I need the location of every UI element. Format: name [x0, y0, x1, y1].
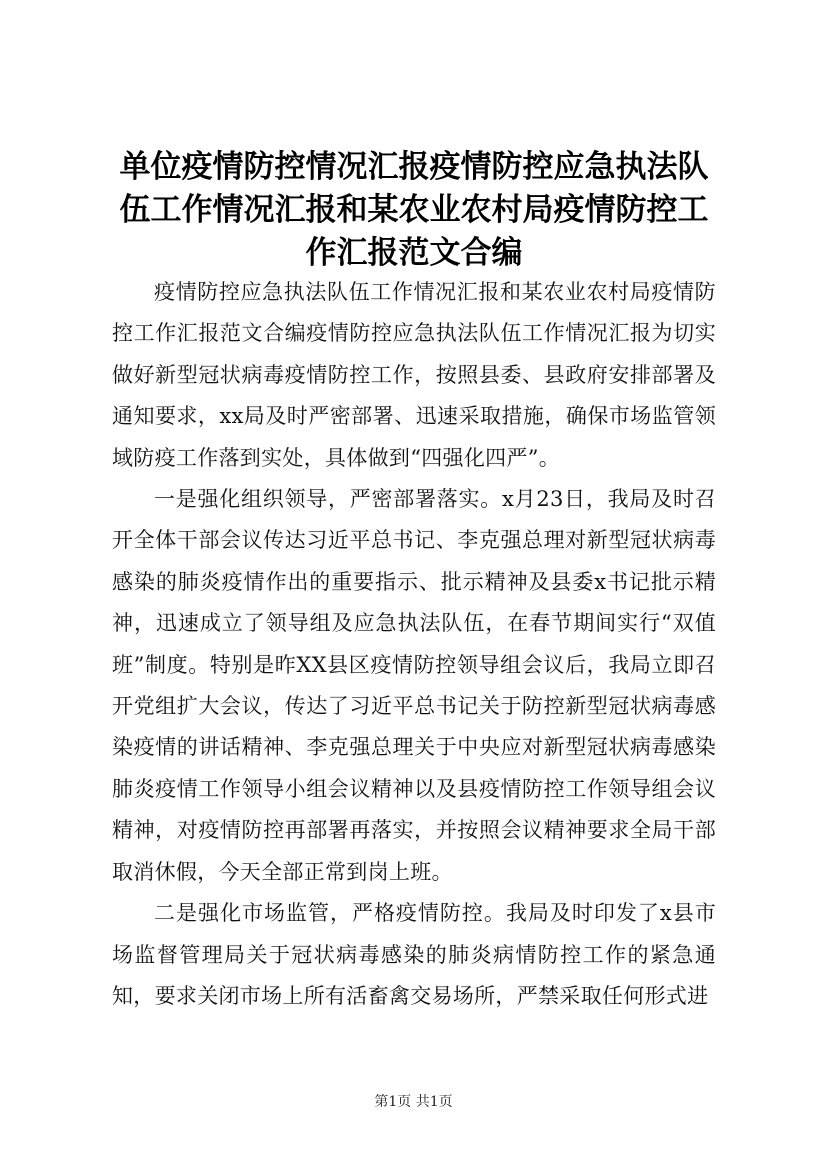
paragraph-intro: 疫情防控应急执法队伍工作情况汇报和某农业农村局疫情防控工作汇报范文合编疫情防控应急执法队伍工作情况汇报为切实做好新型冠状病毒疫情防控工作，按照县委、县政府安排部署及通知要求，xx局及时严密部署、迅速采取措施，确保市场监管领域防疫工作落到实处，具体做到“四强化四严”。 — [112, 280, 716, 470]
document-title: 单位疫情防控情况汇报疫情防控应急执法队伍工作情况汇报和某农业农村局疫情防控工作汇报范文合编 — [119, 149, 709, 271]
document-body — [112, 272, 716, 1017]
page-number-footer: 第1页 共1页 — [374, 1094, 453, 1110]
paragraph-first-measure: 一是强化组织领导，严密部署落实。x月23日，我局及时召开全体干部会议传达习近平总书记、李克强总理对新型冠状病毒感染的肺炎疫情作出的重要指示、批示精神及县委x书记批示精神，迅速成立了领导组及应急执法队伍，在春节期间实行“双值班”制度。特别是昨XX县区疫情防控领导组会议后，我局立即召开党组扩大会议，传达了习近平总书记关于防控新型冠状病毒感染疫情的讲话精神、李克强总理关于中央应对新型冠状病毒感染肺炎疫情工作领导小组会议精神以及县疫情防控工作领导组会议精神，对疫情防控再部署再落实，并按照会议精神要求全局干部取消休假，今天全部正常到岗上班。 — [112, 487, 716, 884]
paragraph-second-measure: 二是强化市场监管，严格疫情防控。我局及时印发了x县市场监督管理局关于冠状病毒感染的肺炎病情防控工作的紧急通知，要求关闭市场上所有活畜禽交易场所，严禁采取任何形式进 — [112, 901, 716, 1008]
